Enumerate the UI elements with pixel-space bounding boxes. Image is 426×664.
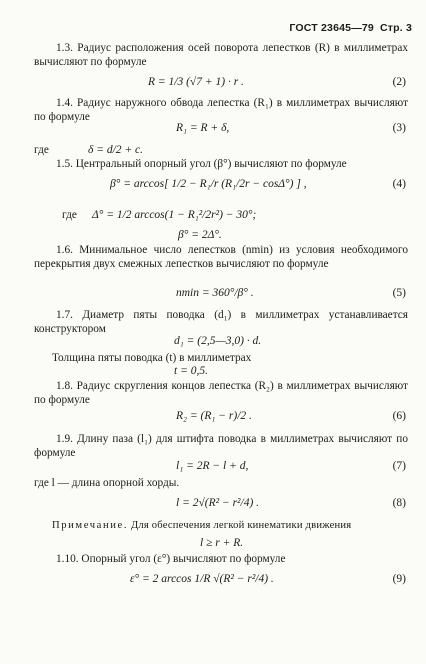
section-1-6-text: 1.6. Минимальное число лепестков (nmin) из условия необходимого перекрытия двух смежных лепестков вычисляют по формуле — [34, 244, 408, 270]
equation-number-8: (8) — [392, 497, 406, 509]
where-label-2: где — [62, 209, 77, 221]
formula-2: R = 1/3 (√7 + 1) · r . — [148, 76, 244, 88]
note-body: Для обеспечения легкой кинематики движения — [130, 520, 352, 531]
equation-number-2: (2) — [392, 76, 406, 88]
equation-number-6: (6) — [392, 410, 406, 422]
equation-number-5: (5) — [392, 287, 406, 299]
formula-3: R₁ = R + δ, — [176, 122, 230, 134]
equation-number-7: (7) — [392, 460, 406, 472]
pivot-thickness-text: Толщина пяты поводка (t) в миллиметрах — [52, 352, 252, 364]
equation-number-9: (9) — [392, 573, 406, 585]
note-label-text: Примечание. — [52, 520, 129, 531]
section-1-5-text: 1.5. Центральный опорный угол (β°) вычисляют по формуле — [56, 158, 347, 170]
formula-4: β° = arccos[ 1/2 − R₁/r (R₁/2r − cosΔ°) ] , — [110, 178, 307, 190]
standard-number: ГОСТ 23645—79 — [289, 22, 374, 34]
chord-definition: где l — длина опорной хорды. — [34, 477, 180, 489]
kinematics-condition: l ≥ r + R. — [200, 537, 244, 549]
equation-number-4: (4) — [392, 178, 406, 190]
pivot-thickness-formula: t = 0,5. — [174, 365, 208, 377]
delta-definition: δ = d/2 + c. — [88, 144, 144, 156]
formula-5: nmin = 360°/β° . — [176, 287, 254, 299]
section-1-4-text: 1.4. Радиус наружного обвода лепестка (R₁) в миллиметрах вычисляют по формуле — [34, 97, 408, 123]
delta-angle-definition: Δ° = 1/2 arccos(1 − R₁²/2r²) − 30°; — [92, 209, 257, 221]
section-1-8-text: 1.8. Радиус скругления концов лепестка (R₂) в миллиметрах вычисляют по формуле — [34, 380, 408, 406]
formula-8: l = 2√(R² − r²/4) . — [176, 497, 260, 509]
beta-definition: β° = 2Δ°. — [178, 229, 222, 241]
pivot-diameter-formula: d₁ = (2,5—3,0) · d. — [174, 335, 262, 347]
formula-9: ε° = 2 arccos 1/R √(R² − r²/4) . — [130, 573, 274, 585]
formula-6: R₂ = (R₁ − r)/2 . — [176, 410, 252, 422]
section-1-10-text: 1.10. Опорный угол (ε°) вычисляют по формуле — [56, 553, 286, 565]
page-number: Стр. 3 — [379, 22, 412, 34]
equation-number-3: (3) — [392, 122, 406, 134]
page-header — [289, 22, 412, 35]
section-1-9-text: 1.9. Длину паза (l₁) для штифта поводка в миллиметрах вычисляют по формуле — [34, 433, 408, 459]
note-text — [52, 520, 351, 533]
section-1-3-text: 1.3. Радиус расположения осей поворота лепестков (R) в миллиметрах вычисляют по формуле — [34, 42, 408, 68]
formula-7: l₁ = 2R − l + d, — [176, 460, 249, 472]
where-label: где — [34, 144, 49, 156]
section-1-7-text: 1.7. Диаметр пяты поводка (d₁) в миллиметрах устанавливается конструктором — [34, 309, 408, 335]
